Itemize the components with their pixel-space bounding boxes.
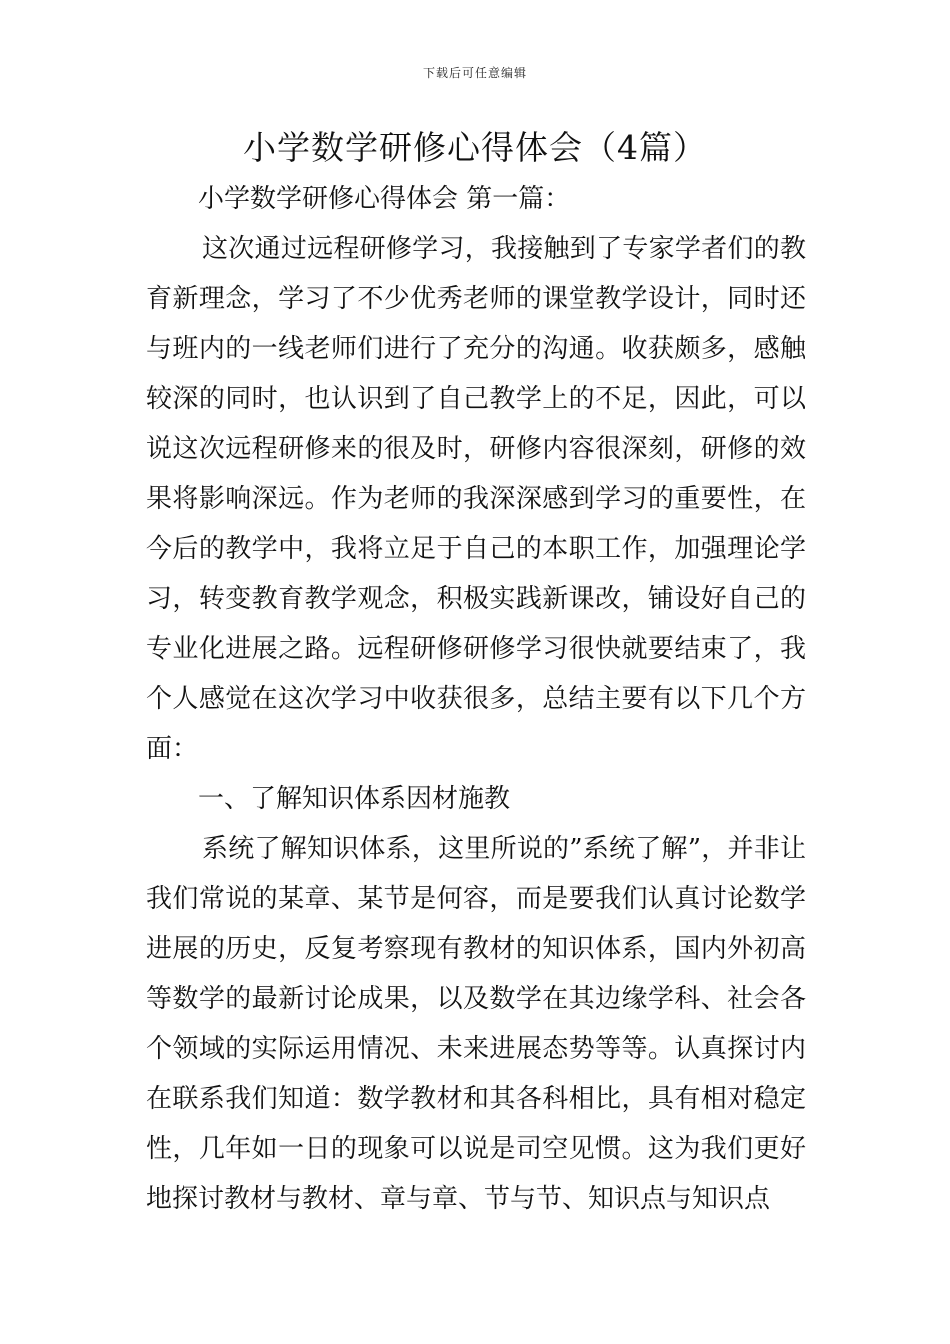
document-body [146,174,806,1224]
header-note: 下载后可任意编辑 [422,66,527,80]
section-heading-1: 一、了解知识体系因材施教 [198,784,511,814]
document-title: 小学数学研修心得体会（4篇） [243,128,707,167]
body-paragraph-1: 这次通过远程研修学习，我接触到了专家学者们的教育新理念，学习了不少优秀老师的课堂教学设计，同时还与班内的一线老师们进行了充分的沟通。收获颇多，感触较深的同时，也认识到了自己教学上的不足，因此，可以说这次远程研修来的很及时，研修内容很深刻，研修的效果将影响深远。作为老师的我深深感到学习的重要性，在今后的教学中，我将立足于自己的本职工作，加强理论学习，转变教育教学观念，积极实践新课改，铺设好自己的专业化进展之路。远程研修研修学习很快就要结束了，我个人感觉在这次学习中收获很多，总结主要有以下几个方面： [146,234,806,764]
body-paragraph-2: 系统了解知识体系，这里所说的”系统了解”，并非让我们常说的某章、某节是何容，而是要我们认真讨论数学进展的历史，反复考察现有教材的知识体系，国内外初高等数学的最新讨论成果，以及数学在其边缘学科、社会各个领域的实际运用情况、未来进展态势等等。认真探讨内在联系我们知道：数学教材和其各科相比，具有相对稳定性，几年如一日的现象可以说是司空见惯。这为我们更好地探讨教材与教材、章与章、节与节、知识点与知识点 [146,834,806,1214]
section-subtitle: 小学数学研修心得体会 第一篇： [198,184,571,214]
